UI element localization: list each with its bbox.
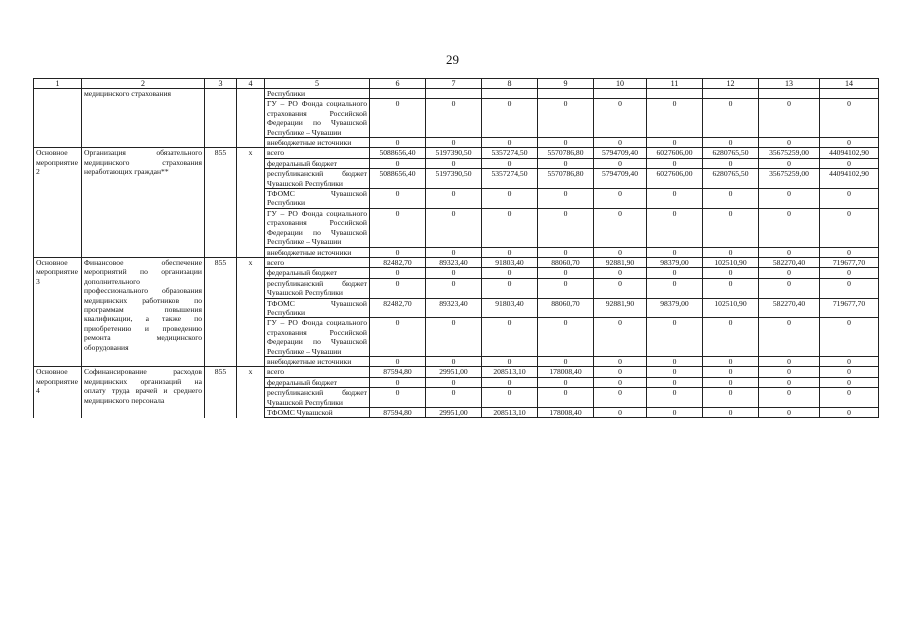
- value-cell: 0: [820, 367, 879, 377]
- value-cell: 89323,40: [426, 257, 482, 267]
- value-cell: 0: [759, 367, 820, 377]
- value-cell: 35675259,00: [759, 148, 820, 158]
- value-cell: [426, 89, 482, 99]
- value-cell: 582270,40: [759, 257, 820, 267]
- value-cell: 0: [703, 158, 759, 168]
- value-cell: 0: [370, 388, 426, 408]
- value-cell: 0: [703, 388, 759, 408]
- value-cell: 92881,90: [594, 257, 647, 267]
- value-cell: 0: [426, 189, 482, 209]
- measure-name: Основное мероприятие 3: [34, 257, 82, 366]
- value-cell: 5794709,40: [594, 169, 647, 189]
- value-cell: 0: [538, 208, 594, 247]
- value-cell: 0: [594, 356, 647, 366]
- value-cell: 82482,70: [370, 257, 426, 267]
- column-number: 6: [370, 79, 426, 89]
- value-cell: 0: [538, 138, 594, 148]
- executor-code: 855: [205, 367, 237, 418]
- value-cell: 0: [820, 268, 879, 278]
- table-body: [34, 79, 879, 418]
- value-cell: 0: [759, 247, 820, 257]
- value-cell: 0: [538, 377, 594, 387]
- value-cell: [538, 89, 594, 99]
- measure-description: Финансовое обеспечение мероприятий по организации дополнительного профессионального образования медицинских работников по программам повышения квалификации, а также по приобретению и проведению ремонта медицинского оборудования: [82, 257, 205, 366]
- value-cell: 0: [538, 356, 594, 366]
- value-cell: 719677,70: [820, 298, 879, 318]
- value-cell: 0: [594, 388, 647, 408]
- value-cell: 0: [759, 99, 820, 138]
- column-number: 14: [820, 79, 879, 89]
- executor-code: [205, 89, 237, 148]
- value-cell: 0: [538, 318, 594, 357]
- column-number: 8: [482, 79, 538, 89]
- value-cell: 98379,00: [647, 298, 703, 318]
- value-cell: 0: [426, 278, 482, 298]
- value-cell: 0: [703, 408, 759, 418]
- funding-source: внебюджетные источники: [265, 138, 370, 148]
- value-cell: 0: [538, 247, 594, 257]
- value-cell: [703, 89, 759, 99]
- value-cell: 0: [426, 356, 482, 366]
- value-cell: 102510,90: [703, 257, 759, 267]
- value-cell: 0: [759, 377, 820, 387]
- value-cell: 0: [426, 318, 482, 357]
- value-cell: 0: [594, 247, 647, 257]
- value-cell: 0: [820, 208, 879, 247]
- value-cell: 35675259,00: [759, 169, 820, 189]
- value-cell: 44094102,90: [820, 169, 879, 189]
- value-cell: 0: [370, 247, 426, 257]
- column-number: 10: [594, 79, 647, 89]
- value-cell: 0: [482, 377, 538, 387]
- value-cell: 0: [482, 388, 538, 408]
- value-cell: 0: [594, 278, 647, 298]
- value-cell: 0: [538, 158, 594, 168]
- value-cell: 0: [759, 268, 820, 278]
- table-row: [34, 257, 879, 267]
- value-cell: 0: [482, 138, 538, 148]
- measure-description: медицинского страхования: [82, 89, 205, 148]
- value-cell: 91803,40: [482, 257, 538, 267]
- value-cell: 5088656,40: [370, 148, 426, 158]
- table-row: [34, 89, 879, 99]
- value-cell: 0: [703, 318, 759, 357]
- value-cell: 0: [820, 408, 879, 418]
- value-cell: 0: [370, 377, 426, 387]
- measure-name: Основное мероприятие 2: [34, 148, 82, 257]
- value-cell: 0: [703, 99, 759, 138]
- funding-source: всего: [265, 257, 370, 267]
- value-cell: 0: [538, 268, 594, 278]
- column-number: 4: [237, 79, 265, 89]
- value-cell: 0: [820, 278, 879, 298]
- value-cell: 0: [703, 189, 759, 209]
- executor-code: 855: [205, 148, 237, 257]
- value-cell: 0: [426, 158, 482, 168]
- value-cell: 6280765,50: [703, 148, 759, 158]
- value-cell: 0: [820, 138, 879, 148]
- funding-source: республиканский бюджет Чувашской Республики: [265, 278, 370, 298]
- value-cell: 6027606,00: [647, 148, 703, 158]
- value-cell: 0: [647, 208, 703, 247]
- funding-source: всего: [265, 148, 370, 158]
- value-cell: 0: [482, 189, 538, 209]
- value-cell: 0: [820, 158, 879, 168]
- funding-source: ТФОМС Чувашской Республики: [265, 298, 370, 318]
- value-cell: 44094102,90: [820, 148, 879, 158]
- value-cell: 87594,80: [370, 367, 426, 377]
- value-cell: 29951,00: [426, 408, 482, 418]
- value-cell: 0: [703, 138, 759, 148]
- value-cell: 0: [759, 356, 820, 366]
- funding-source: Республики: [265, 89, 370, 99]
- value-cell: [820, 89, 879, 99]
- funding-source: ГУ – РО Фонда социального страхования Российской Федерации по Чувашской Республике – Чувашии: [265, 208, 370, 247]
- value-cell: 0: [820, 377, 879, 387]
- measure-description: Организация обязательного медицинского страхования неработающих граждан**: [82, 148, 205, 257]
- code-cell: x: [237, 257, 265, 366]
- value-cell: 0: [703, 278, 759, 298]
- column-number: 9: [538, 79, 594, 89]
- value-cell: 6280765,50: [703, 169, 759, 189]
- value-cell: 0: [820, 99, 879, 138]
- value-cell: 0: [482, 278, 538, 298]
- value-cell: 0: [594, 189, 647, 209]
- value-cell: 582270,40: [759, 298, 820, 318]
- value-cell: 0: [647, 158, 703, 168]
- value-cell: 0: [482, 268, 538, 278]
- value-cell: 5570786,80: [538, 169, 594, 189]
- funding-source: федеральный бюджет: [265, 268, 370, 278]
- value-cell: 0: [370, 268, 426, 278]
- value-cell: 0: [482, 356, 538, 366]
- table-row: [34, 367, 879, 377]
- value-cell: 0: [759, 189, 820, 209]
- value-cell: 98379,00: [647, 257, 703, 267]
- funding-source: ТФОМС Чувашской Республики: [265, 189, 370, 209]
- value-cell: 0: [594, 367, 647, 377]
- value-cell: 0: [647, 99, 703, 138]
- value-cell: 91803,40: [482, 298, 538, 318]
- value-cell: [594, 89, 647, 99]
- budget-table: [33, 78, 879, 418]
- value-cell: 6027606,00: [647, 169, 703, 189]
- value-cell: 88060,70: [538, 298, 594, 318]
- value-cell: 0: [647, 189, 703, 209]
- code-cell: x: [237, 148, 265, 257]
- value-cell: 0: [426, 377, 482, 387]
- column-number: 5: [265, 79, 370, 89]
- value-cell: 0: [426, 388, 482, 408]
- value-cell: 87594,80: [370, 408, 426, 418]
- value-cell: 5088656,40: [370, 169, 426, 189]
- value-cell: 0: [370, 278, 426, 298]
- value-cell: 5197390,50: [426, 148, 482, 158]
- value-cell: 0: [370, 138, 426, 148]
- value-cell: [370, 89, 426, 99]
- value-cell: 82482,70: [370, 298, 426, 318]
- value-cell: 0: [759, 208, 820, 247]
- value-cell: 0: [594, 318, 647, 357]
- value-cell: 102510,90: [703, 298, 759, 318]
- value-cell: 5570786,80: [538, 148, 594, 158]
- value-cell: 178008,40: [538, 408, 594, 418]
- page-number: 29: [446, 52, 459, 67]
- value-cell: 0: [370, 318, 426, 357]
- value-cell: 0: [820, 318, 879, 357]
- value-cell: 5357274,50: [482, 169, 538, 189]
- funding-source: внебюджетные источники: [265, 247, 370, 257]
- funding-source: федеральный бюджет: [265, 158, 370, 168]
- funding-source: республиканский бюджет Чувашской Республики: [265, 169, 370, 189]
- value-cell: 0: [594, 138, 647, 148]
- value-cell: 0: [538, 99, 594, 138]
- value-cell: 0: [647, 367, 703, 377]
- value-cell: 0: [647, 408, 703, 418]
- measure-cell: [34, 89, 82, 148]
- value-cell: 0: [647, 247, 703, 257]
- value-cell: 0: [482, 318, 538, 357]
- value-cell: 0: [703, 356, 759, 366]
- executor-code: 855: [205, 257, 237, 366]
- value-cell: 0: [426, 268, 482, 278]
- value-cell: 0: [426, 247, 482, 257]
- value-cell: 0: [370, 189, 426, 209]
- value-cell: 29951,00: [426, 367, 482, 377]
- value-cell: 5197390,50: [426, 169, 482, 189]
- code-cell: [237, 89, 265, 148]
- value-cell: 0: [647, 318, 703, 357]
- column-number: 12: [703, 79, 759, 89]
- value-cell: 0: [759, 278, 820, 298]
- funding-source: всего: [265, 367, 370, 377]
- value-cell: 0: [759, 138, 820, 148]
- funding-source: ГУ – РО Фонда социального страхования Российской Федерации по Чувашской Республике – Чувашии: [265, 99, 370, 138]
- value-cell: 0: [538, 278, 594, 298]
- value-cell: 0: [759, 158, 820, 168]
- value-cell: 208513,10: [482, 367, 538, 377]
- value-cell: 0: [482, 99, 538, 138]
- funding-source: ТФОМС Чувашской: [265, 408, 370, 418]
- value-cell: 0: [538, 388, 594, 408]
- column-number: 13: [759, 79, 820, 89]
- value-cell: 0: [370, 99, 426, 138]
- value-cell: 0: [647, 356, 703, 366]
- measure-name: Основное мероприятие 4: [34, 367, 82, 418]
- value-cell: 0: [426, 208, 482, 247]
- column-number: 3: [205, 79, 237, 89]
- value-cell: 0: [759, 388, 820, 408]
- funding-source: республиканский бюджет Чувашской Республики: [265, 388, 370, 408]
- value-cell: 0: [594, 208, 647, 247]
- value-cell: 208513,10: [482, 408, 538, 418]
- value-cell: 89323,40: [426, 298, 482, 318]
- value-cell: 0: [370, 158, 426, 168]
- value-cell: 88060,70: [538, 257, 594, 267]
- table-row: [34, 148, 879, 158]
- value-cell: 0: [370, 356, 426, 366]
- value-cell: 92881,90: [594, 298, 647, 318]
- value-cell: 0: [647, 388, 703, 408]
- value-cell: 0: [426, 99, 482, 138]
- value-cell: 0: [759, 408, 820, 418]
- value-cell: 0: [820, 189, 879, 209]
- value-cell: 0: [647, 268, 703, 278]
- value-cell: 0: [594, 158, 647, 168]
- value-cell: 0: [538, 189, 594, 209]
- value-cell: 0: [482, 247, 538, 257]
- value-cell: 0: [594, 408, 647, 418]
- column-number: 1: [34, 79, 82, 89]
- value-cell: 0: [594, 268, 647, 278]
- value-cell: 0: [703, 208, 759, 247]
- column-number: 11: [647, 79, 703, 89]
- value-cell: 0: [647, 377, 703, 387]
- value-cell: 0: [482, 208, 538, 247]
- value-cell: 5357274,50: [482, 148, 538, 158]
- value-cell: 0: [820, 356, 879, 366]
- value-cell: 0: [647, 278, 703, 298]
- value-cell: 0: [820, 247, 879, 257]
- value-cell: 0: [703, 377, 759, 387]
- measure-description: Софинансирование расходов медицинских организаций на оплату труда врачей и среднего медицинского персонала: [82, 367, 205, 418]
- code-cell: x: [237, 367, 265, 418]
- funding-source: ГУ – РО Фонда социального страхования Российской Федерации по Чувашской Республике – Чувашии: [265, 318, 370, 357]
- value-cell: 0: [703, 367, 759, 377]
- column-number: 2: [82, 79, 205, 89]
- funding-source: федеральный бюджет: [265, 377, 370, 387]
- value-cell: 0: [703, 268, 759, 278]
- value-cell: 178008,40: [538, 367, 594, 377]
- column-number-row: [34, 79, 879, 89]
- funding-source: внебюджетные источники: [265, 356, 370, 366]
- value-cell: 0: [759, 318, 820, 357]
- value-cell: 0: [703, 247, 759, 257]
- value-cell: 0: [594, 377, 647, 387]
- value-cell: 0: [820, 388, 879, 408]
- value-cell: 719677,70: [820, 257, 879, 267]
- value-cell: 0: [426, 138, 482, 148]
- column-number: 7: [426, 79, 482, 89]
- value-cell: 5794709,40: [594, 148, 647, 158]
- value-cell: 0: [594, 99, 647, 138]
- value-cell: [482, 89, 538, 99]
- value-cell: 0: [370, 208, 426, 247]
- value-cell: [759, 89, 820, 99]
- value-cell: 0: [647, 138, 703, 148]
- value-cell: 0: [482, 158, 538, 168]
- value-cell: [647, 89, 703, 99]
